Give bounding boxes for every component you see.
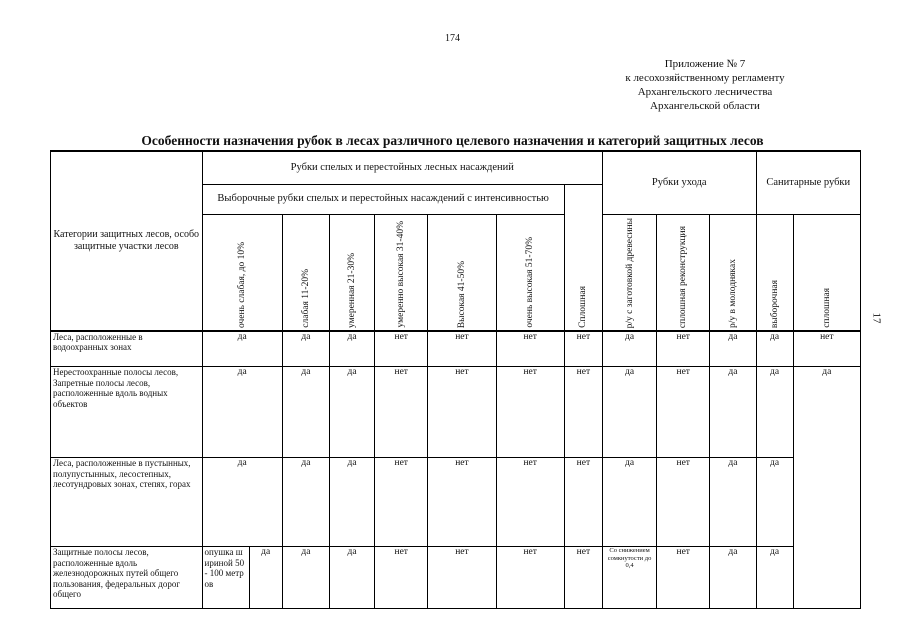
table-cell: нет	[428, 547, 496, 609]
table-cell: да	[756, 458, 793, 547]
col-moderate: умеренная 21-30%	[329, 214, 374, 331]
appendix-line-4: Архангельской области	[650, 100, 760, 112]
table-cell: да	[282, 331, 329, 367]
table-cell: да	[261, 547, 271, 558]
table-cell-split	[202, 547, 282, 609]
col-clear-reconstruction: сплошная реконструкция	[657, 214, 710, 331]
header-care-cuts: Рубки ухода	[602, 151, 756, 214]
table-cell: нет	[375, 458, 428, 547]
table-cell: да	[202, 331, 282, 367]
table-cell: да	[756, 367, 793, 458]
col-sanitary-selective: выборочная	[756, 214, 793, 331]
table-cell: да	[602, 458, 656, 547]
table-cell: да	[602, 367, 656, 458]
col-moderately-high: умеренно высокая 31-40%	[375, 214, 428, 331]
table-cell: нет	[496, 458, 564, 547]
table-cell: нет	[375, 547, 428, 609]
appendix-line-3: Архангельского лесничества	[637, 86, 773, 98]
table-cell: нет	[428, 331, 496, 367]
table-cell: да	[282, 547, 329, 609]
table-cell: да	[710, 331, 756, 367]
table-cell: нет	[657, 458, 710, 547]
table-cell: нет	[564, 458, 602, 547]
col-clear-cut: Сплошная	[564, 184, 602, 331]
table-row	[51, 458, 861, 547]
logging-features-table	[50, 150, 861, 609]
table-cell: да	[710, 367, 756, 458]
col-care-with-harvest: р/у с заготовкой древесины	[602, 214, 656, 331]
table-cell: нет	[428, 367, 496, 458]
row-category: Леса, расположенные в водоохранных зонах	[51, 331, 203, 367]
table-cell: да	[282, 367, 329, 458]
table-row	[51, 547, 861, 609]
table-cell: да	[602, 331, 656, 367]
appendix-header	[560, 57, 850, 113]
table-cell: да	[756, 547, 793, 609]
table-cell: нет	[657, 331, 710, 367]
table-cell: нет	[564, 547, 602, 609]
row-category: Защитные полосы лесов, расположенные вдоль железнодорожных путей общего пользования, федеральных дорог общего	[51, 547, 203, 609]
col-very-weak: очень слабая, до 10%	[202, 214, 282, 331]
table-cell: Со снижением сомкнутости до 0,4	[602, 547, 656, 609]
sub-note: опушка шириной 50 - 100 метров	[203, 547, 250, 608]
col-care-in-young: р/у в молодняках	[710, 214, 756, 331]
table-cell: нет	[496, 331, 564, 367]
table-cell: да	[793, 367, 860, 609]
table-cell: да	[282, 458, 329, 547]
table-cell: нет	[793, 331, 860, 367]
header-mature-cuts: Рубки спелых и перестойных лесных насаждений	[202, 151, 602, 184]
document-title: Особенности назначения рубок в лесах различного целевого назначения и категорий защитных лесов	[141, 133, 764, 148]
table-cell: да	[329, 458, 374, 547]
table-cell: нет	[496, 547, 564, 609]
table-cell: нет	[375, 367, 428, 458]
table-cell: нет	[375, 331, 428, 367]
table-cell: нет	[657, 367, 710, 458]
header-selective-cuts: Выборочные рубки спелых и перестойных насаждений с интенсивностью	[202, 184, 564, 214]
col-high: Высокая 41-50%	[428, 214, 496, 331]
appendix-line-1: Приложение № 7	[664, 58, 746, 70]
table-cell: да	[710, 547, 756, 609]
header-sanitary-cuts: Санитарные рубки	[756, 151, 860, 214]
table-cell: да	[202, 458, 282, 547]
col-weak: слабая 11-20%	[282, 214, 329, 331]
row-category: Леса, расположенные в пустынных, полупустынных, лесостепных, лесотундровых зонах, степях, горах	[51, 458, 203, 547]
table-cell: нет	[564, 331, 602, 367]
appendix-line-2: к лесохозяйственному регламенту	[625, 72, 785, 84]
table-cell: нет	[496, 367, 564, 458]
table-row	[51, 331, 861, 367]
table-cell: да	[329, 367, 374, 458]
col-very-high: очень высокая 51-70%	[496, 214, 564, 331]
table-cell: да	[329, 547, 374, 609]
table-cell: да	[202, 367, 282, 458]
side-page-number: 17	[870, 312, 883, 324]
page-number: 174	[445, 33, 460, 44]
table-row	[51, 367, 861, 458]
table-cell: да	[756, 331, 793, 367]
table-cell: нет	[428, 458, 496, 547]
header-categories: Категории защитных лесов, особо защитные участки лесов	[51, 151, 203, 331]
table-cell: да	[329, 331, 374, 367]
table-cell: нет	[657, 547, 710, 609]
table-cell: да	[710, 458, 756, 547]
row-category: Нерестоохранные полосы лесов, Запретные полосы лесов, расположенные вдоль водных объектов	[51, 367, 203, 458]
table-cell: нет	[564, 367, 602, 458]
col-sanitary-clear: сплошная	[793, 214, 860, 331]
